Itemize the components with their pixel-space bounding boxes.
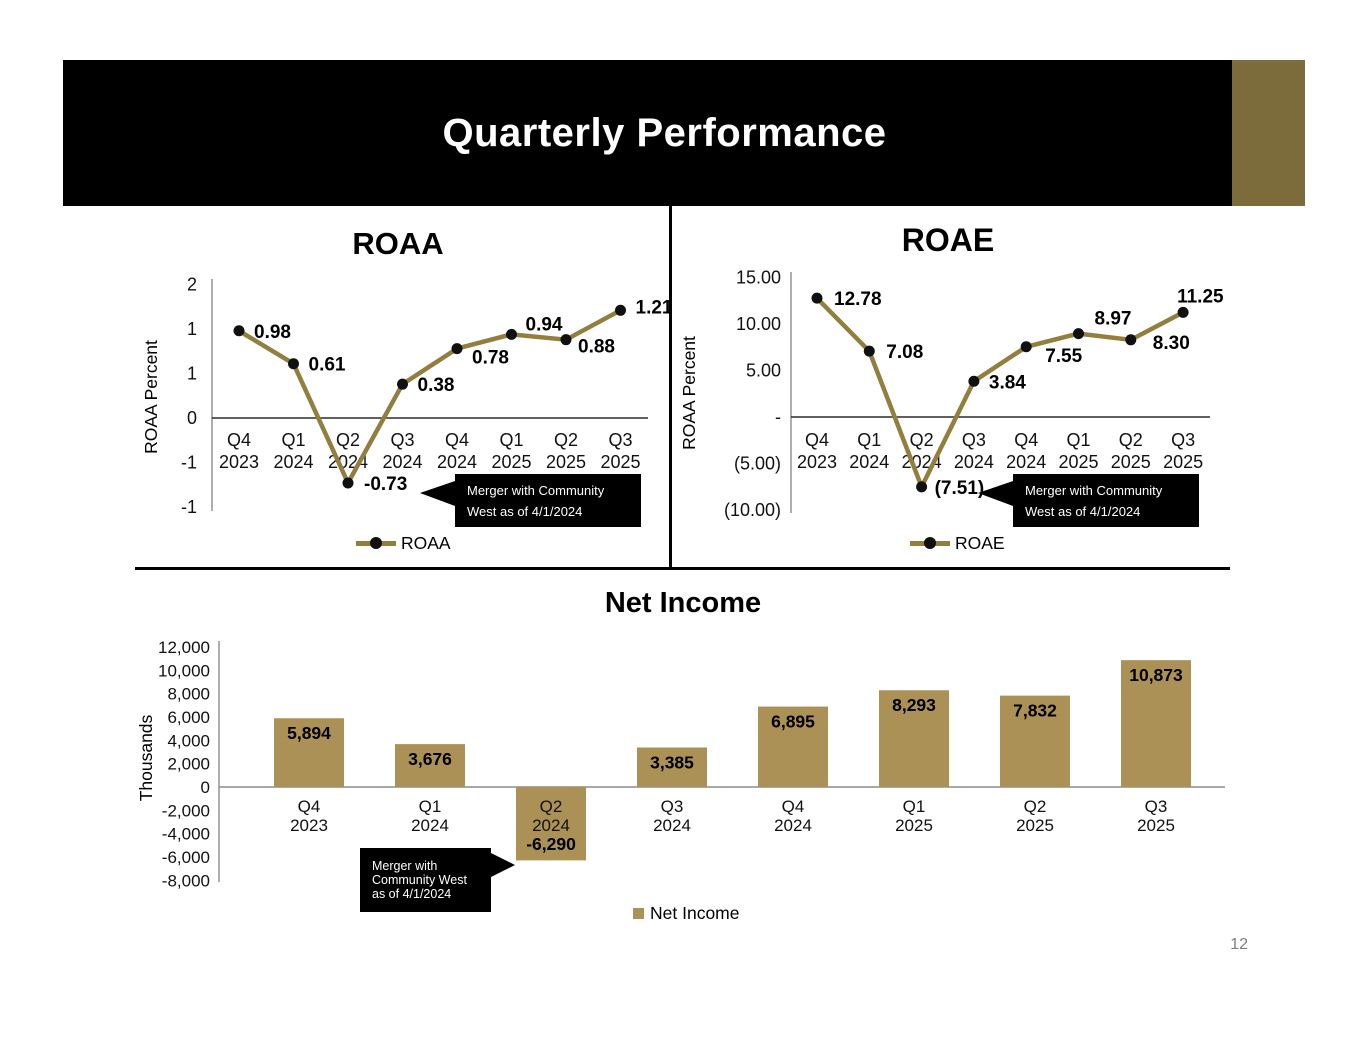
x-tick-label-quarter: Q2 [1023, 797, 1047, 816]
y-tick-label: 12,000 [158, 638, 210, 658]
x-tick-label-year: 2025 [600, 452, 641, 472]
y-tick-label: 2 [186, 274, 197, 295]
y-tick-label: -1 [180, 497, 197, 517]
merger-callout-box [455, 474, 641, 527]
roaa-y-axis-title: ROAA Percent [141, 340, 161, 454]
y-tick-label: -4,000 [161, 824, 210, 844]
data-point-label: 0.94 [525, 314, 563, 336]
merger-callout-text: Community West [372, 873, 467, 887]
y-tick-label: (5.00) [733, 453, 781, 474]
x-tick-label-quarter: Q1 [857, 430, 882, 450]
data-point-marker [1178, 307, 1189, 318]
roae-legend-label: ROAE [955, 533, 1005, 553]
x-tick-label-quarter: Q2 [335, 430, 361, 450]
roae-y-axis-title: ROAA Percent [679, 336, 699, 450]
x-tick-label-quarter: Q3 [1144, 797, 1168, 816]
merger-callout-arrow [491, 853, 515, 877]
x-tick-label-quarter: Q4 [781, 797, 805, 816]
x-tick-label-quarter: Q2 [1118, 430, 1143, 450]
merger-callout-text: Merger with [372, 859, 438, 873]
merger-callout-text: as of 4/1/2024 [372, 887, 452, 901]
x-tick-label-quarter: Q4 [444, 430, 470, 450]
y-tick-label: -2,000 [161, 801, 210, 821]
bar-value-label: 3,676 [408, 749, 452, 770]
x-tick-label-year: 2025 [545, 452, 587, 472]
data-point-marker [968, 376, 979, 387]
x-tick-label-quarter: Q3 [390, 430, 415, 450]
data-point-label: 11.25 [1177, 286, 1224, 308]
x-tick-label-quarter: Q3 [961, 430, 986, 450]
x-tick-label-year: 2025 [895, 816, 933, 835]
y-tick-label: 4,000 [167, 731, 210, 751]
bar-value-label: -6,290 [526, 834, 576, 854]
y-tick-label: 1 [186, 363, 197, 384]
data-point-label: 0.98 [254, 321, 291, 343]
y-tick-label: 8,000 [167, 684, 210, 704]
roaa-legend-label: ROAA [401, 533, 451, 553]
data-point-marker [864, 346, 875, 357]
roaa-legend [356, 533, 451, 554]
data-point-marker [561, 334, 572, 345]
x-tick-label-year: 2024 [849, 452, 890, 472]
x-tick-label-quarter: Q3 [1171, 430, 1196, 450]
slide-title: Quarterly Performance [442, 110, 887, 155]
roae-chart-title: ROAE [901, 222, 995, 258]
merger-callout-text: Merger with Community [1025, 483, 1163, 498]
data-point-marker [234, 325, 245, 336]
merger-callout-box [1013, 474, 1199, 527]
x-tick-label-year: 2023 [218, 452, 260, 472]
x-tick-label-quarter: Q4 [804, 430, 830, 450]
net-income-chart [63, 585, 1313, 945]
data-point-marker [1073, 328, 1084, 339]
header-bar [63, 60, 1232, 206]
x-tick-label-year: 2024 [532, 816, 570, 835]
x-tick-label-year: 2024 [411, 816, 449, 835]
y-tick-label: (10.00) [723, 500, 781, 520]
y-tick-label: 0 [200, 778, 210, 797]
roae-legend-marker [924, 537, 936, 549]
data-point-marker [1021, 341, 1032, 352]
y-tick-label: 2,000 [167, 754, 210, 774]
x-tick-label-year: 2025 [1163, 452, 1204, 472]
data-point-label: 8.97 [1094, 308, 1132, 330]
net-income-chart-title: Net Income [604, 587, 762, 619]
bar-value-label: 8,293 [892, 695, 936, 716]
data-point-label: 8.30 [1152, 332, 1190, 354]
data-point-marker [343, 477, 354, 488]
x-tick-label-quarter: Q1 [902, 797, 926, 816]
x-tick-label-year: 2024 [774, 816, 812, 835]
x-tick-label-quarter: Q1 [1066, 430, 1091, 450]
data-point-label: (7.51) [934, 477, 985, 499]
data-point-label: 7.55 [1045, 345, 1083, 367]
x-tick-label-quarter: Q1 [499, 430, 524, 450]
x-tick-label-year: 2024 [901, 452, 942, 472]
x-tick-label-year: 2023 [796, 452, 838, 472]
y-tick-label: 5.00 [745, 360, 781, 381]
data-point-label: 0.38 [417, 375, 455, 397]
data-point-marker [452, 343, 463, 354]
x-tick-label-year: 2025 [491, 452, 532, 472]
x-tick-label-quarter: Q3 [660, 797, 684, 816]
roaa-legend-line-swatch [356, 541, 396, 546]
net-income-legend-label: Net Income [650, 903, 740, 923]
data-point-marker [1125, 334, 1136, 345]
data-point-marker [812, 293, 823, 304]
merger-callout-text: Merger with Community [467, 483, 605, 498]
data-point-label: 1.21 [635, 297, 672, 319]
bar-value-label: 10,873 [1129, 665, 1183, 686]
x-tick-label-year: 2025 [1058, 452, 1099, 472]
page-number: 12 [1230, 936, 1248, 953]
x-tick-label-quarter: Q3 [608, 430, 633, 450]
bar-value-label: 6,895 [771, 711, 815, 732]
data-point-label: 12.78 [834, 289, 882, 311]
x-tick-label-quarter: Q4 [226, 430, 252, 450]
data-point-label: 3.84 [988, 372, 1026, 394]
x-tick-label-quarter: Q1 [418, 797, 442, 816]
data-point-label: 0.61 [308, 354, 346, 376]
bar-value-label: 5,894 [287, 723, 331, 744]
x-tick-label-year: 2024 [327, 452, 369, 472]
y-tick-label: 0 [186, 408, 197, 428]
y-tick-label: 10.00 [735, 314, 781, 334]
data-point-label: 7.08 [886, 342, 924, 364]
x-tick-label-year: 2023 [290, 816, 328, 835]
x-tick-label-year: 2024 [953, 452, 994, 472]
x-tick-label-year: 2025 [1110, 452, 1151, 472]
y-tick-label: 6,000 [167, 708, 210, 728]
net-income-y-axis-title: Thousands [136, 714, 156, 802]
x-tick-label-year: 2025 [1016, 816, 1054, 835]
x-tick-label-quarter: Q1 [281, 430, 306, 450]
y-tick-label: -6,000 [161, 847, 210, 867]
bar-value-label: 7,832 [1013, 700, 1057, 721]
roae-chart [672, 207, 1232, 570]
data-point-marker [916, 481, 927, 492]
x-tick-label-quarter: Q2 [909, 430, 934, 450]
roaa-chart-title: ROAA [352, 226, 444, 261]
data-point-marker [506, 329, 517, 340]
merger-callout-text: West as of 4/1/2024 [467, 504, 583, 519]
x-tick-label-quarter: Q4 [297, 797, 321, 816]
header-gold-accent [1232, 60, 1305, 206]
data-point-label: 0.88 [578, 336, 615, 358]
roae-legend [910, 533, 1005, 554]
x-tick-label-quarter: Q4 [1014, 430, 1039, 450]
roaa-chart [63, 207, 672, 570]
roae-legend-line-swatch [910, 541, 950, 546]
y-tick-label: 10,000 [158, 661, 210, 681]
data-point-label: -0.73 [364, 473, 408, 495]
y-tick-label: 1 [186, 319, 197, 339]
data-point-marker [615, 305, 626, 316]
x-tick-label-year: 2024 [382, 452, 423, 472]
y-tick-label: -1 [180, 452, 197, 473]
y-tick-label: - [775, 407, 781, 427]
y-tick-label: 15.00 [735, 267, 781, 288]
x-tick-label-year: 2024 [653, 816, 691, 835]
merger-callout-arrow [420, 481, 455, 506]
net-income-legend-swatch [633, 908, 644, 919]
x-tick-label-quarter: Q2 [553, 430, 579, 450]
x-tick-label-quarter: Q2 [539, 797, 563, 816]
x-tick-label-year: 2024 [1006, 452, 1047, 472]
net-income-legend [633, 903, 739, 924]
bar-value-label: 3,385 [650, 752, 694, 773]
y-tick-label: -8,000 [161, 871, 210, 891]
x-tick-label-year: 2025 [1137, 816, 1175, 835]
x-tick-label-year: 2024 [273, 452, 314, 472]
merger-callout-text: West as of 4/1/2024 [1025, 504, 1141, 519]
roaa-legend-marker [370, 537, 382, 549]
x-tick-label-year: 2024 [436, 452, 478, 472]
data-point-marker [288, 358, 299, 369]
data-point-marker [397, 379, 408, 390]
data-point-label: 0.78 [472, 347, 509, 369]
